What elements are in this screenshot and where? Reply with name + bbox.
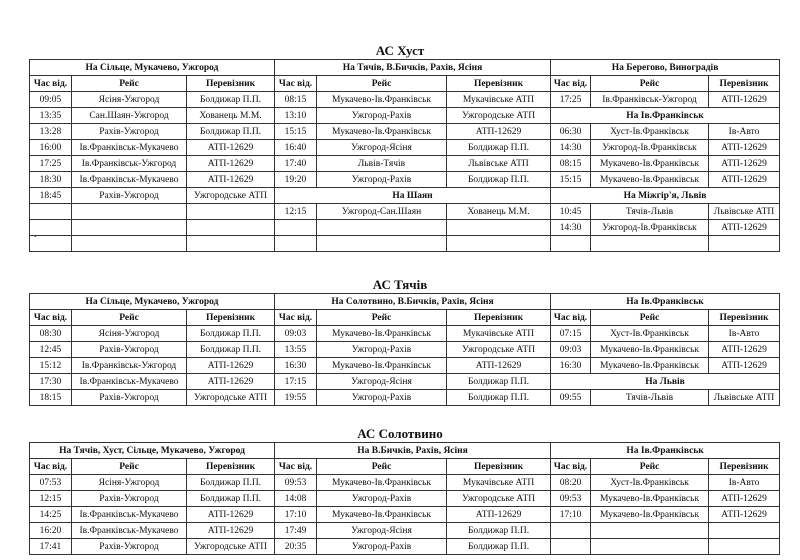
route-name: Ясіня-Ужгород: [72, 326, 187, 342]
carrier-name: Ів-Авто: [709, 475, 780, 491]
carrier-name: АТП-12629: [709, 92, 780, 108]
departure-time: [551, 236, 591, 252]
carrier-name: Болдижар П.П.: [187, 342, 275, 358]
departure-time: [275, 220, 317, 236]
carrier-name: [447, 236, 551, 252]
direction-row: [30, 294, 780, 310]
route-name: Ів.Франківськ-Мукачево: [72, 374, 187, 390]
route-name: Рахів-Ужгород: [72, 539, 187, 555]
table-row: [30, 204, 780, 220]
carrier-name: Болдижар П.П.: [447, 374, 551, 390]
departure-time: 17:49: [275, 523, 317, 539]
departure-time: 13:35: [30, 108, 72, 124]
carrier-name: АТП-12629: [447, 358, 551, 374]
direction-header: На Ів.Франківськ: [551, 294, 780, 310]
route-name: Ясіня-Ужгород: [72, 92, 187, 108]
departure-time: 19:20: [275, 172, 317, 188]
route-name: Ужгород-Сан.Шаян: [317, 204, 447, 220]
route-name: Сан.Шаян-Ужгород: [72, 108, 187, 124]
departure-time: 18:15: [30, 390, 72, 406]
route-name: Ужгород-Рахів: [317, 390, 447, 406]
carrier-name: [187, 236, 275, 252]
departure-time: 14:30: [551, 140, 591, 156]
table-row: [30, 475, 780, 491]
carrier-name: [709, 523, 780, 539]
departure-time: 14:08: [275, 491, 317, 507]
departure-time: 15:12: [30, 358, 72, 374]
departure-time: 17:30: [30, 374, 72, 390]
departure-time: 12:45: [30, 342, 72, 358]
route-name: Ужгород-Ів.Франківськ: [591, 140, 709, 156]
table-row: [30, 507, 780, 523]
route-name: Ів.Франківськ-Мукачево: [72, 507, 187, 523]
route-name: [591, 236, 709, 252]
table-row: [30, 140, 780, 156]
header-time: Час від.: [551, 76, 591, 92]
departure-time: 09:03: [275, 326, 317, 342]
route-name: Рахів-Ужгород: [72, 188, 187, 204]
departure-time: 06:30: [551, 124, 591, 140]
route-name: Ясіня-Ужгород: [72, 475, 187, 491]
header-time: Час від.: [275, 76, 317, 92]
header-carrier: Перевізник: [709, 459, 780, 475]
departure-time: 14:30: [551, 220, 591, 236]
direction-header: На Солотвино, В.Бичків, Рахів, Ясіня: [275, 294, 551, 310]
route-name: [591, 523, 709, 539]
table-row: [30, 523, 780, 539]
departure-time: 17:15: [275, 374, 317, 390]
departure-time: 16:30: [275, 358, 317, 374]
carrier-name: АТП-12629: [709, 140, 780, 156]
table-row: [30, 108, 780, 124]
route-name: Ужгород-Ясіня: [317, 140, 447, 156]
route-name: Мукачево-Ів.Франківськ: [317, 326, 447, 342]
route-name: Рахів-Ужгород: [72, 390, 187, 406]
header-route: Рейс: [591, 310, 709, 326]
carrier-name: Ужгородське АТП: [187, 390, 275, 406]
section-khust-title: АС Хуст: [375, 43, 425, 58]
route-name: [72, 236, 187, 252]
departure-time: 09:53: [551, 491, 591, 507]
route-name: Мукачево-Ів.Франківськ: [317, 92, 447, 108]
departure-time: 13:55: [275, 342, 317, 358]
header-route: Рейс: [72, 459, 187, 475]
route-name: Ів.Франківськ-Ужгород: [72, 156, 187, 172]
carrier-name: АТП-12629: [447, 124, 551, 140]
carrier-name: АТП-12629: [187, 172, 275, 188]
departure-time: 17:10: [275, 507, 317, 523]
departure-time: 08:20: [551, 475, 591, 491]
carrier-name: АТП-12629: [709, 507, 780, 523]
carrier-name: Хованець М.М.: [187, 108, 275, 124]
sub-direction-header: На Шаян: [275, 188, 551, 204]
direction-row: [30, 60, 780, 76]
header-carrier: Перевізник: [447, 459, 551, 475]
route-name: Рахів-Ужгород: [72, 342, 187, 358]
direction-header: На Ів.Франківськ: [551, 443, 780, 459]
sub-direction-header: На Ів.Франківськ: [551, 108, 780, 124]
carrier-name: Болдижар П.П.: [187, 92, 275, 108]
direction-header: На Сільце, Мукачево, Ужгород: [30, 294, 275, 310]
table-row: [30, 358, 780, 374]
route-name: Ужгород-Рахів: [317, 342, 447, 358]
departure-time: 10:45: [551, 204, 591, 220]
departure-time: 14:25: [30, 507, 72, 523]
carrier-name: АТП-12629: [709, 172, 780, 188]
route-name: Ужгород-Рахів: [317, 172, 447, 188]
route-name: Мукачево-Ів.Франківськ: [591, 342, 709, 358]
direction-header: На Сільце, Мукачево, Ужгород: [30, 60, 275, 76]
route-name: Ів.Франківськ-Мукачево: [72, 523, 187, 539]
carrier-name: Ів-Авто: [709, 124, 780, 140]
departure-time: 17:40: [275, 156, 317, 172]
departure-time: 17:10: [551, 507, 591, 523]
header-carrier: Перевізник: [187, 459, 275, 475]
direction-header: На Тячів, В.Бичків, Рахів, Ясіня: [275, 60, 551, 76]
carrier-name: Мукачівське АТП: [447, 475, 551, 491]
header-carrier: Перевізник: [187, 76, 275, 92]
departure-time: 16:40: [275, 140, 317, 156]
route-name: [317, 220, 447, 236]
route-name: [72, 204, 187, 220]
header-time: Час від.: [30, 76, 72, 92]
header-time: Час від.: [30, 310, 72, 326]
table-row: [30, 124, 780, 140]
carrier-name: Болдижар П.П.: [447, 539, 551, 555]
sub-direction-header: На Львів: [551, 374, 780, 390]
departure-time: 15:15: [551, 172, 591, 188]
carrier-name: Ужгородське АТП: [187, 539, 275, 555]
route-name: Львів-Тячів: [317, 156, 447, 172]
route-name: Хуст-Ів.Франківськ: [591, 124, 709, 140]
route-name: Рахів-Ужгород: [72, 124, 187, 140]
carrier-name: Ужгородське АТП: [447, 108, 551, 124]
carrier-name: Болдижар П.П.: [187, 124, 275, 140]
route-name: Ужгород-Рахів: [317, 108, 447, 124]
departure-time: 08:15: [551, 156, 591, 172]
header-route: Рейс: [72, 310, 187, 326]
table-row: [30, 390, 780, 406]
carrier-name: АТП-12629: [187, 374, 275, 390]
route-name: Ів.Франківськ-Ужгород: [72, 358, 187, 374]
departure-time: 15:15: [275, 124, 317, 140]
carrier-name: [709, 236, 780, 252]
carrier-name: [187, 220, 275, 236]
route-name: Мукачево-Ів.Франківськ: [591, 172, 709, 188]
departure-time: 12:15: [30, 491, 72, 507]
header-time: Час від.: [275, 310, 317, 326]
carrier-name: Болдижар П.П.: [447, 390, 551, 406]
carrier-name: Хованець М.М.: [447, 204, 551, 220]
direction-row: [30, 443, 780, 459]
header-route: Рейс: [317, 76, 447, 92]
table-row: [30, 172, 780, 188]
schedule-table-tiachiv: [29, 293, 780, 406]
route-name: [317, 236, 447, 252]
departure-time: 16:20: [30, 523, 72, 539]
route-name: Ужгород-Рахів: [317, 539, 447, 555]
route-name: Ужгород-Ів.Франківськ: [591, 220, 709, 236]
carrier-name: Болдижар П.П.: [187, 491, 275, 507]
route-name: Мукачево-Ів.Франківськ: [591, 156, 709, 172]
header-carrier: Перевізник: [187, 310, 275, 326]
route-name: Мукачево-Ів.Франківськ: [317, 475, 447, 491]
carrier-name: [709, 539, 780, 555]
table-row: [30, 156, 780, 172]
route-name: Мукачево-Ів.Франківськ: [591, 507, 709, 523]
carrier-name: Ів-Авто: [709, 326, 780, 342]
header-route: Рейс: [317, 459, 447, 475]
route-name: Хуст-Ів.Франківськ: [591, 475, 709, 491]
header-route: Рейс: [317, 310, 447, 326]
departure-time: 16:30: [551, 358, 591, 374]
carrier-name: Болдижар П.П.: [187, 475, 275, 491]
table-row: [30, 491, 780, 507]
route-name: Мукачево-Ів.Франківськ: [317, 507, 447, 523]
carrier-name: АТП-12629: [447, 507, 551, 523]
departure-time: 16:00: [30, 140, 72, 156]
sub-direction-header: На Міжгір'я, Львів: [551, 188, 780, 204]
header-time: Час від.: [551, 310, 591, 326]
carrier-name: Болдижар П.П.: [187, 326, 275, 342]
route-name: Рахів-Ужгород: [72, 491, 187, 507]
section-tiachiv-title: АС Тячів: [372, 277, 428, 292]
departure-time: 09:53: [275, 475, 317, 491]
departure-time: 17:25: [551, 92, 591, 108]
carrier-name: Ужгородське АТП: [187, 188, 275, 204]
departure-time: 19:55: [275, 390, 317, 406]
route-name: Ужгород-Рахів: [317, 491, 447, 507]
route-name: Ужгород-Ясіня: [317, 523, 447, 539]
table-row: [30, 92, 780, 108]
route-name: Мукачево-Ів.Франківськ: [317, 124, 447, 140]
departure-time: 09:05: [30, 92, 72, 108]
schedule-table-khust: [29, 59, 780, 252]
header-carrier: Перевізник: [447, 310, 551, 326]
direction-header: На В.Бичків, Рахів, Ясіня: [275, 443, 551, 459]
departure-time: 17:25: [30, 156, 72, 172]
departure-time: 18:45: [30, 188, 72, 204]
carrier-name: Болдижар П.П.: [447, 523, 551, 539]
route-name: Мукачево-Ів.Франківськ: [591, 358, 709, 374]
carrier-name: АТП-12629: [709, 156, 780, 172]
carrier-name: Львівське АТП: [709, 204, 780, 220]
table-row: [30, 236, 780, 252]
carrier-name: АТП-12629: [187, 358, 275, 374]
column-header-row: [30, 459, 780, 475]
carrier-name: АТП-12629: [187, 523, 275, 539]
header-route: Рейс: [72, 76, 187, 92]
carrier-name: Болдижар П.П.: [447, 140, 551, 156]
departure-time: 08:30: [30, 326, 72, 342]
schedule-table-solotvyno: [29, 442, 780, 555]
header-carrier: Перевізник: [447, 76, 551, 92]
table-row: [30, 374, 780, 390]
departure-time: 13:10: [275, 108, 317, 124]
direction-header: На Тячів, Хуст, Сільце, Мукачево, Ужгород: [30, 443, 275, 459]
route-name: Тячів-Львів: [591, 390, 709, 406]
departure-time: 07:15: [551, 326, 591, 342]
carrier-name: Львівське АТП: [709, 390, 780, 406]
carrier-name: Львівське АТП: [447, 156, 551, 172]
route-name: Ів.Франківськ-Мукачево: [72, 172, 187, 188]
table-row: [30, 326, 780, 342]
header-time: Час від.: [551, 459, 591, 475]
departure-time: 13:28: [30, 124, 72, 140]
departure-time: [275, 236, 317, 252]
carrier-name: [447, 220, 551, 236]
table-row: [30, 188, 780, 204]
carrier-name: АТП-12629: [187, 507, 275, 523]
departure-time: [551, 523, 591, 539]
table-row: [30, 342, 780, 358]
header-route: Рейс: [591, 459, 709, 475]
route-name: [591, 539, 709, 555]
carrier-name: [187, 204, 275, 220]
section-solotvyno-title: АС Солотвино: [357, 426, 443, 441]
carrier-name: АТП-12629: [709, 491, 780, 507]
carrier-name: АТП-12629: [709, 220, 780, 236]
route-name: Мукачево-Ів.Франківськ: [317, 358, 447, 374]
carrier-name: АТП-12629: [187, 140, 275, 156]
departure-time: [30, 204, 72, 220]
carrier-name: Болдижар П.П.: [447, 172, 551, 188]
carrier-name: АТП-12629: [709, 358, 780, 374]
route-name: Ів.Франківськ-Мукачево: [72, 140, 187, 156]
direction-header: На Берегово, Виноградів: [551, 60, 780, 76]
scan-mark: •: [34, 232, 37, 241]
departure-time: 17:41: [30, 539, 72, 555]
departure-time: 12:15: [275, 204, 317, 220]
route-name: Ужгород-Ясіня: [317, 374, 447, 390]
departure-time: [551, 539, 591, 555]
column-header-row: [30, 76, 780, 92]
carrier-name: Мукачівське АТП: [447, 326, 551, 342]
header-carrier: Перевізник: [709, 76, 780, 92]
route-name: Ів.Франківськ-Ужгород: [591, 92, 709, 108]
table-row: [30, 220, 780, 236]
departure-time: 18:30: [30, 172, 72, 188]
header-carrier: Перевізник: [709, 310, 780, 326]
carrier-name: АТП-12629: [187, 156, 275, 172]
departure-time: 20:35: [275, 539, 317, 555]
route-name: Мукачево-Ів.Франківськ: [591, 491, 709, 507]
departure-time: 07:53: [30, 475, 72, 491]
header-route: Рейс: [591, 76, 709, 92]
carrier-name: Ужгородське АТП: [447, 342, 551, 358]
header-time: Час від.: [30, 459, 72, 475]
departure-time: 08:15: [275, 92, 317, 108]
route-name: [72, 220, 187, 236]
carrier-name: Мукачівське АТП: [447, 92, 551, 108]
route-name: Хуст-Ів.Франківськ: [591, 326, 709, 342]
departure-time: 09:03: [551, 342, 591, 358]
departure-time: 09:55: [551, 390, 591, 406]
table-row: [30, 539, 780, 555]
carrier-name: Ужгородське АТП: [447, 491, 551, 507]
header-time: Час від.: [275, 459, 317, 475]
carrier-name: АТП-12629: [709, 342, 780, 358]
route-name: Тячів-Львів: [591, 204, 709, 220]
column-header-row: [30, 310, 780, 326]
